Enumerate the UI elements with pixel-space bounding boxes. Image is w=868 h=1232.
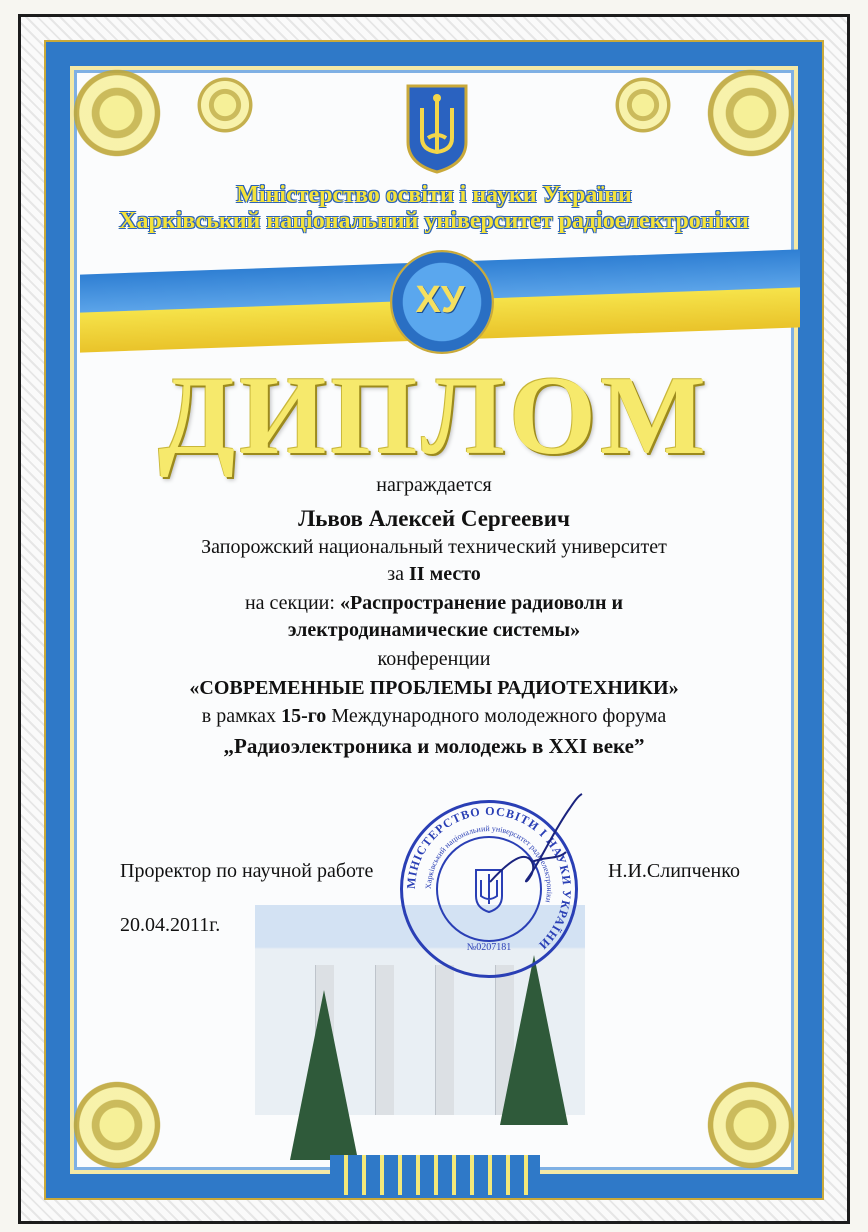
stamp-inner-text: Харківський національний університет радіоелектроніки <box>423 823 555 904</box>
stamp-outer-text: МІНІСТЕРСТВО ОСВІТИ І НАУКИ УКРАЇНИ <box>403 803 575 953</box>
forum-line <box>60 705 808 728</box>
stamp-number: №0207181 <box>466 942 512 953</box>
university-logo-mark: ХУ <box>415 279 465 321</box>
section-prefix: на секции: <box>244 592 335 614</box>
issue-date: 20.04.2011г. <box>120 914 221 936</box>
building-column <box>375 965 394 1115</box>
corner-ornament-bottom-left <box>62 1070 172 1180</box>
bottom-ornament-band <box>330 1155 540 1195</box>
signer-position: Проректор по научной работе <box>120 860 374 882</box>
ornament-top <box>190 70 260 140</box>
coat-of-arms-icon <box>404 82 470 174</box>
place-prefix: за <box>387 563 405 585</box>
forum-suffix: Международного молодежного форума <box>331 705 667 727</box>
ministry-title: Міністерство освіти і науки України <box>236 182 632 208</box>
building-column <box>435 965 454 1115</box>
place-value: II место <box>409 563 481 585</box>
section-name-line1: «Распространение радиоволн и <box>339 592 624 614</box>
corner-ornament-top-left <box>62 58 172 168</box>
signer-name: Н.И.Слипченко <box>608 860 740 882</box>
corner-ornament-bottom-right <box>696 1070 806 1180</box>
awarded-label: награждается <box>376 474 492 496</box>
university-title: Харківський національний університет радіоелектроніки <box>119 208 749 234</box>
recipient-institution: Запорожский национальный технический университет <box>201 536 667 558</box>
tree-left <box>290 990 358 1160</box>
conference-name: «СОВРЕМЕННЫЕ ПРОБЛЕМЫ РАДИОТЕХНИКИ» <box>189 677 679 699</box>
section-name-line2: электродинамические системы» <box>287 619 581 641</box>
forum-prefix: в рамках <box>201 705 277 727</box>
tree-right <box>500 955 568 1125</box>
place-line <box>60 563 808 586</box>
section-line <box>60 592 808 615</box>
corner-ornament-top-right <box>696 58 806 168</box>
forum-name: „Радиоэлектроника и молодежь в XXI веке” <box>223 734 645 758</box>
recipient-name: Львов Алексей Сергеевич <box>298 506 570 531</box>
ornament-top <box>608 70 678 140</box>
handwritten-signature <box>470 790 600 900</box>
forum-number: 15-го <box>281 705 327 727</box>
conference-label: конференции <box>377 648 491 670</box>
diploma-title: ДИПЛОМ <box>158 354 710 478</box>
